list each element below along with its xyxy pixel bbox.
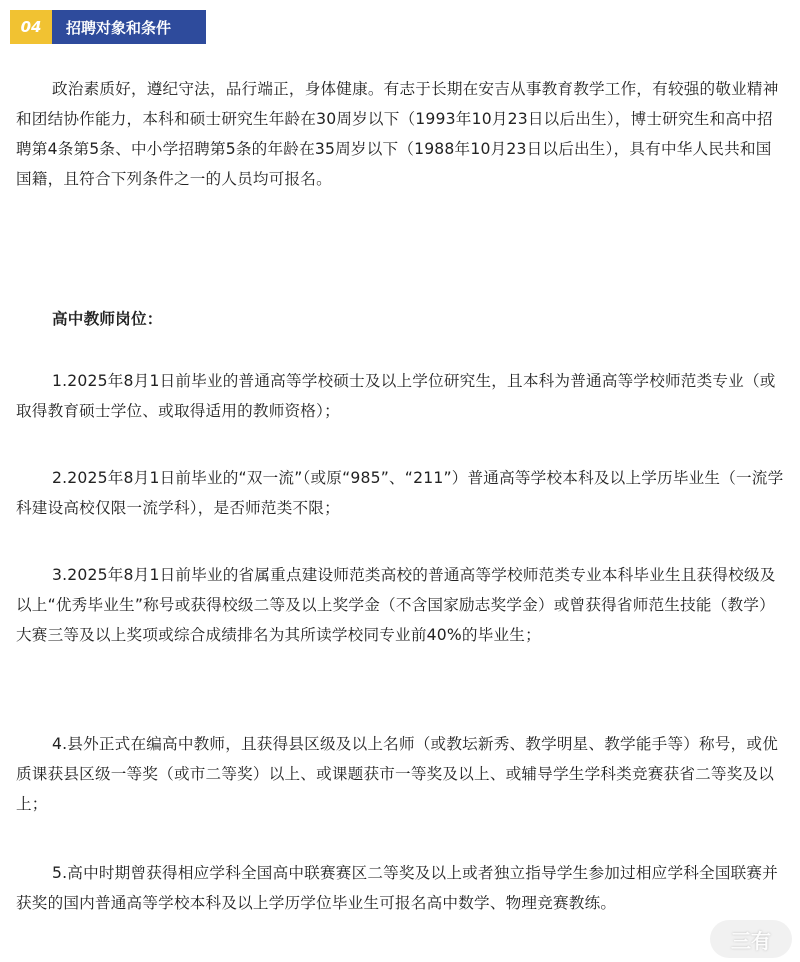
condition-item-4: 4.县外正式在编高中教师，且获得县区级及以上名师（或教坛新秀、教学明星、教学能手等）称号，或优质课获县区级一等奖（或市二等奖）以上、或课题获市一等奖及以上、或辅导学生学科类竞赛获省二等奖及以上； [16, 735, 778, 813]
watermark-logo: 三有 [710, 920, 792, 958]
section-header [10, 10, 206, 44]
section-number: 04 [10, 10, 52, 44]
condition-item-5: 5.高中时期曾获得相应学科全国高中联赛赛区二等奖及以上或者独立指导学生参加过相应学科全国联赛并获奖的国内普通高等学校本科及以上学历学位毕业生可报名高中数学、物理竞赛教练。 [16, 864, 778, 912]
high-school-heading: 高中教师岗位： [52, 310, 163, 328]
eligibility-paragraph: 政治素质好，遵纪守法，品行端正，身体健康。有志于长期在安吉从事教育教学工作，有较强的敬业精神和团结协作能力，本科和硕士研究生年龄在30周岁以下（1993年10月23日以后出生），博士研究生和高中招聘第4条第5条、中小学招聘第5条的年龄在35周岁以下（1988年10月23日以后出生），具有中华人民共和国国籍，且符合下列条件之一的人员均可报名。 [16, 80, 779, 188]
condition-item-3: 3.2025年8月1日前毕业的省属重点建设师范类高校的普通高等学校师范类专业本科毕业生且获得校级及以上“优秀毕业生”称号或获得校级二等及以上奖学金（不含国家励志奖学金）或曾获得省师范生技能（教学）大赛三等及以上奖项或综合成绩排名为其所读学校同专业前40%的毕业生； [16, 566, 776, 644]
condition-item-2: 2.2025年8月1日前毕业的“双一流”（或原“985”、“211”）普通高等学校本科及以上学历毕业生（一流学科建设高校仅限一流学科），是否师范类不限； [16, 469, 784, 517]
section-title: 招聘对象和条件 [52, 10, 206, 44]
condition-item-1: 1.2025年8月1日前毕业的普通高等学校硕士及以上学位研究生，且本科为普通高等学校师范类专业（或取得教育硕士学位、或取得适用的教师资格）； [16, 372, 776, 420]
